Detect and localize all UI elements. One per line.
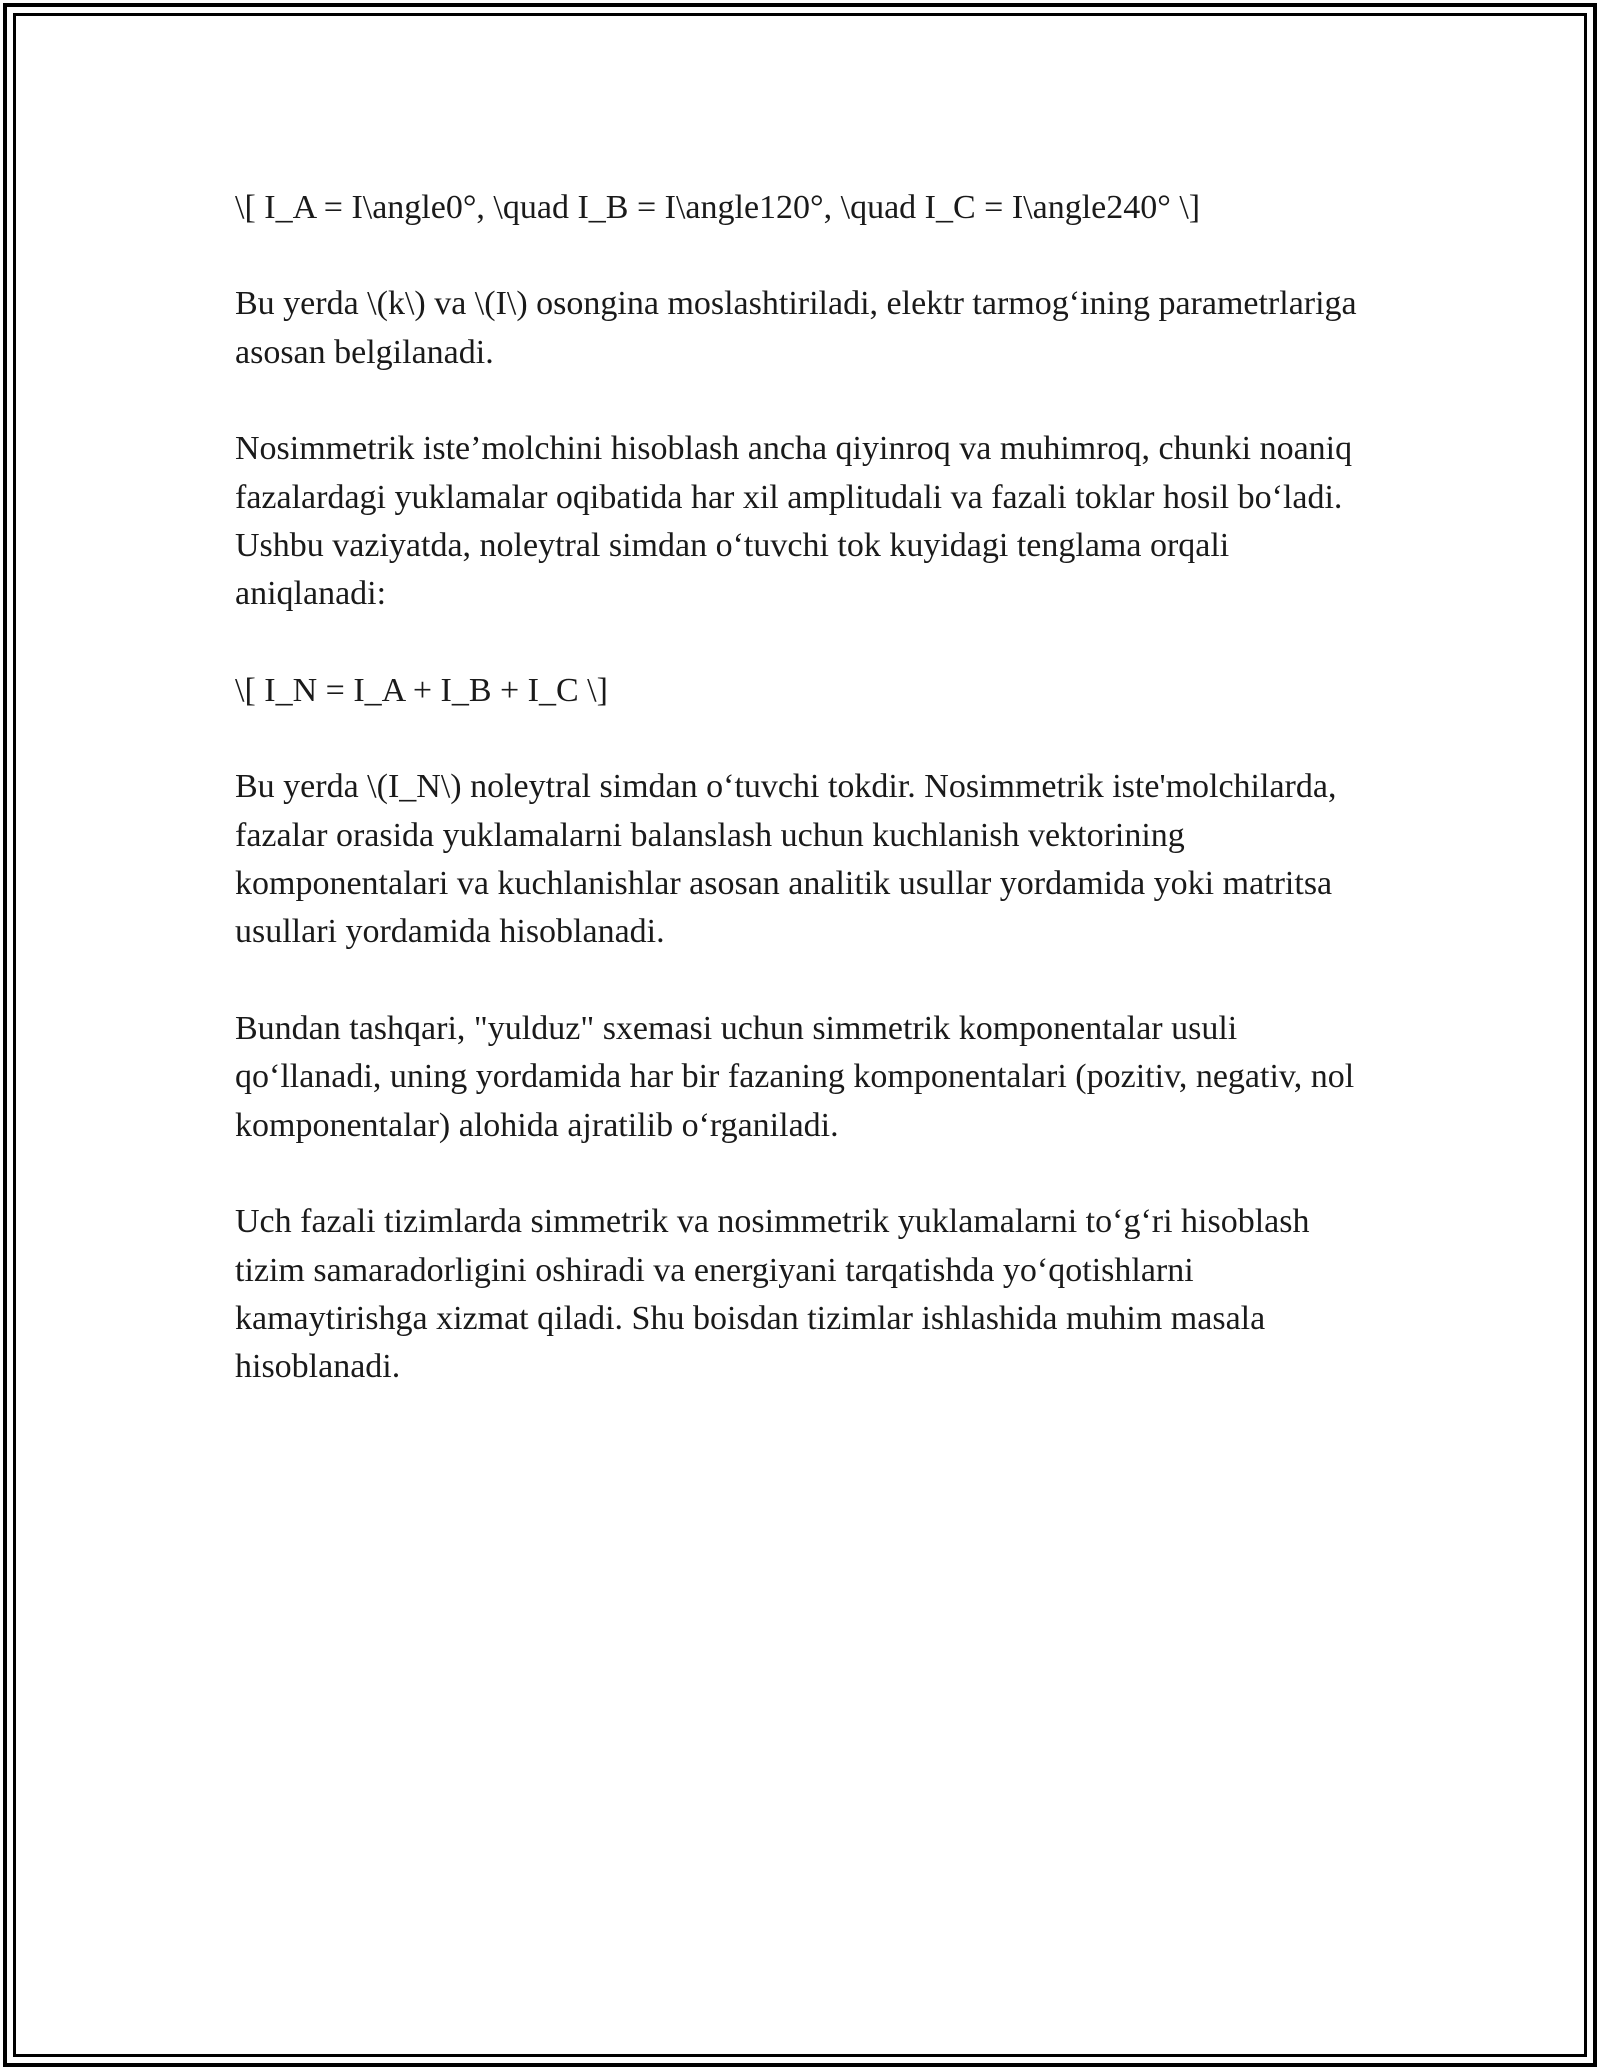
paragraph-parameters: Bu yerda \(k\) va \(I\) osongina moslashtiriladi, elektr tarmog‘ining parametrlariga asosan belgilanadi. — [235, 285, 1357, 371]
equation-phase-currents: \[ I_A = I\angle0°, \quad I_B = I\angle120°, \quad I_C = I\angle240° \] — [235, 189, 1201, 226]
paragraph-neutral-current: Bu yerda \(I_N\) noleytral simdan o‘tuvchi tokdir. Nosimmetrik iste'molchilarda, fazalar orasida yuklamalarni balanslash uchun kuchlanish vektorining komponentalari va kuchlanishlar asosan analitik usullar yordamida yoki matritsa usullari yordamida hisoblanadi. — [235, 768, 1337, 951]
equation-neutral-current: \[ I_N = I_A + I_B + I_C \] — [235, 671, 608, 709]
paragraph-conclusion: Uch fazali tizimlarda simmetrik va nosimmetrik yuklamalarni to‘g‘ri hisoblash tizim samaradorligini oshiradi va energiyani tarqatishda yo‘qotishlarni kamaytirishga xizmat qiladi. Shu boisdan tizimlar ishlashida muhim masala hisoblanadi. — [235, 1203, 1310, 1386]
paragraph-star-scheme: Bundan tashqari, "yulduz" sxemasi uchun simmetrik komponentalar usuli qo‘llanadi, uning yordamida har bir fazaning komponentalari (pozitiv, negativ, nol komponentalar) alohida ajratilib o‘rganiladi. — [235, 1009, 1355, 1144]
document-body — [235, 184, 1365, 1440]
paragraph-asymmetric-consumer: Nosimmetrik iste’molchini hisoblash ancha qiyinroq va muhimroq, chunki noaniq fazalardagi yuklamalar oqibatida har xil amplitudali va fazali toklar hosil bo‘ladi. Ushbu vaziyatda, noleytral simdan o‘tuvchi tok kuyidagi tenglama orqali aniqlanadi: — [235, 430, 1353, 613]
